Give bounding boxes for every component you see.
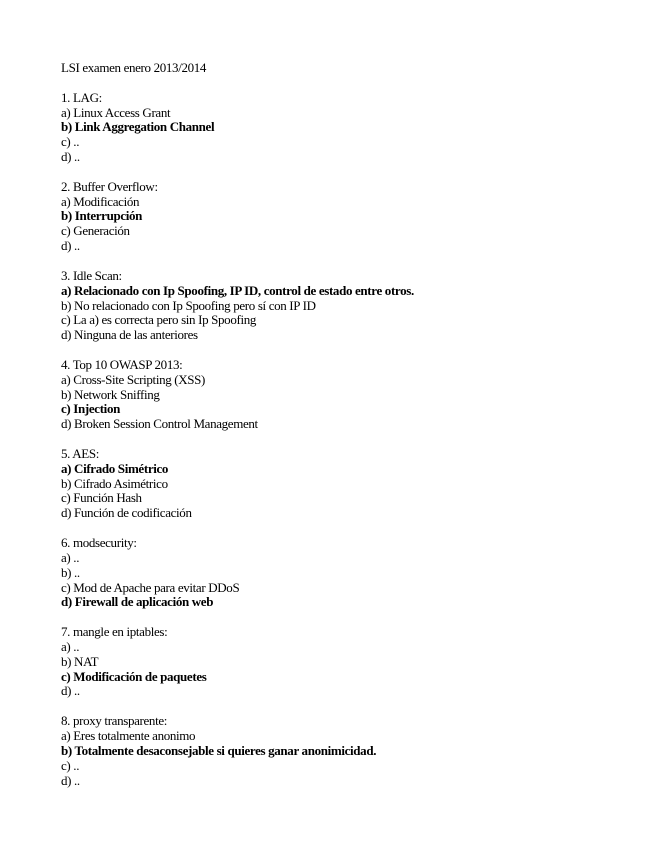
answer-option: d) Función de codificación xyxy=(61,505,192,521)
answer-option: d) .. xyxy=(61,149,80,165)
correct-answer-option: c) Modificación de paquetes xyxy=(61,668,207,684)
answer-option: b) No relacionado con Ip Spoofing pero sí con IP ID xyxy=(61,297,316,313)
blank-line xyxy=(61,610,621,625)
answer-option: d) .. xyxy=(61,772,80,788)
document-page xyxy=(61,61,621,788)
answer-option: b) NAT xyxy=(61,653,99,669)
answer-option: d) Broken Session Control Management xyxy=(61,416,258,432)
question-block xyxy=(61,536,621,610)
question-block xyxy=(61,714,621,788)
correct-answer-option: b) Interrupción xyxy=(61,208,143,224)
answer-option: b) Cifrado Asimétrico xyxy=(61,475,168,491)
blank-line xyxy=(61,432,621,447)
answer-option: a) Modificación xyxy=(61,193,140,209)
answer-option: c) .. xyxy=(61,134,80,150)
answer-option: d) Ninguna de las anteriores xyxy=(61,327,198,343)
question-text: 3. Idle Scan: xyxy=(61,267,122,283)
question-block xyxy=(61,447,621,521)
answer-option: c) Función Hash xyxy=(61,490,142,506)
answer-option: a) .. xyxy=(61,638,80,654)
question-block xyxy=(61,91,621,165)
blank-line xyxy=(61,76,621,91)
question-text: 7. mangle en iptables: xyxy=(61,624,168,640)
question-text: 6. modsecurity: xyxy=(61,535,137,550)
answer-option: a) Eres totalmente anonimo xyxy=(61,727,196,743)
answer-option: b) .. xyxy=(61,564,80,580)
question-text: 8. proxy transparente: xyxy=(61,713,168,729)
blank-line xyxy=(61,254,621,269)
answer-option: a) .. xyxy=(61,549,80,565)
correct-answer-option: d) Firewall de aplicación web xyxy=(61,594,214,610)
answer-option: d) .. xyxy=(61,238,80,254)
question-text: 5. AES: xyxy=(61,445,100,461)
question-text: 1. LAG: xyxy=(61,89,102,105)
correct-answer-option: b) Totalmente desaconsejable si quieres ganar anonimicidad. xyxy=(61,742,377,758)
correct-answer-option: b) Link Aggregation Channel xyxy=(61,119,215,135)
question-block xyxy=(61,180,621,254)
question-list xyxy=(61,91,621,789)
question-text: 2. Buffer Overflow: xyxy=(61,178,158,194)
answer-option: a) Cross-Site Scripting (XSS) xyxy=(61,371,206,387)
correct-answer-option: c) Injection xyxy=(61,401,120,417)
answer-option: c) La a) es correcta pero sin Ip Spoofing xyxy=(61,312,257,328)
answer-option: c) Generación xyxy=(61,223,130,239)
blank-line xyxy=(61,521,621,536)
correct-answer-option: a) Relacionado con Ip Spoofing, IP ID, control de estado entre otros. xyxy=(61,282,414,298)
answer-option: c) Mod de Apache para evitar DDoS xyxy=(61,579,240,595)
answer-option: d) .. xyxy=(61,683,80,699)
blank-line xyxy=(61,165,621,180)
answer-option: a) Linux Access Grant xyxy=(61,104,171,120)
question-text: 4. Top 10 OWASP 2013: xyxy=(61,356,183,372)
correct-answer-option: a) Cifrado Simétrico xyxy=(61,460,169,476)
answer-option: b) Network Sniffing xyxy=(61,386,160,402)
answer-option: c) .. xyxy=(61,757,80,773)
question-block xyxy=(61,358,621,432)
blank-line xyxy=(61,343,621,358)
question-block xyxy=(61,625,621,699)
question-block xyxy=(61,269,621,343)
document-title: LSI examen enero 2013/2014 xyxy=(61,60,207,75)
blank-line xyxy=(61,699,621,714)
